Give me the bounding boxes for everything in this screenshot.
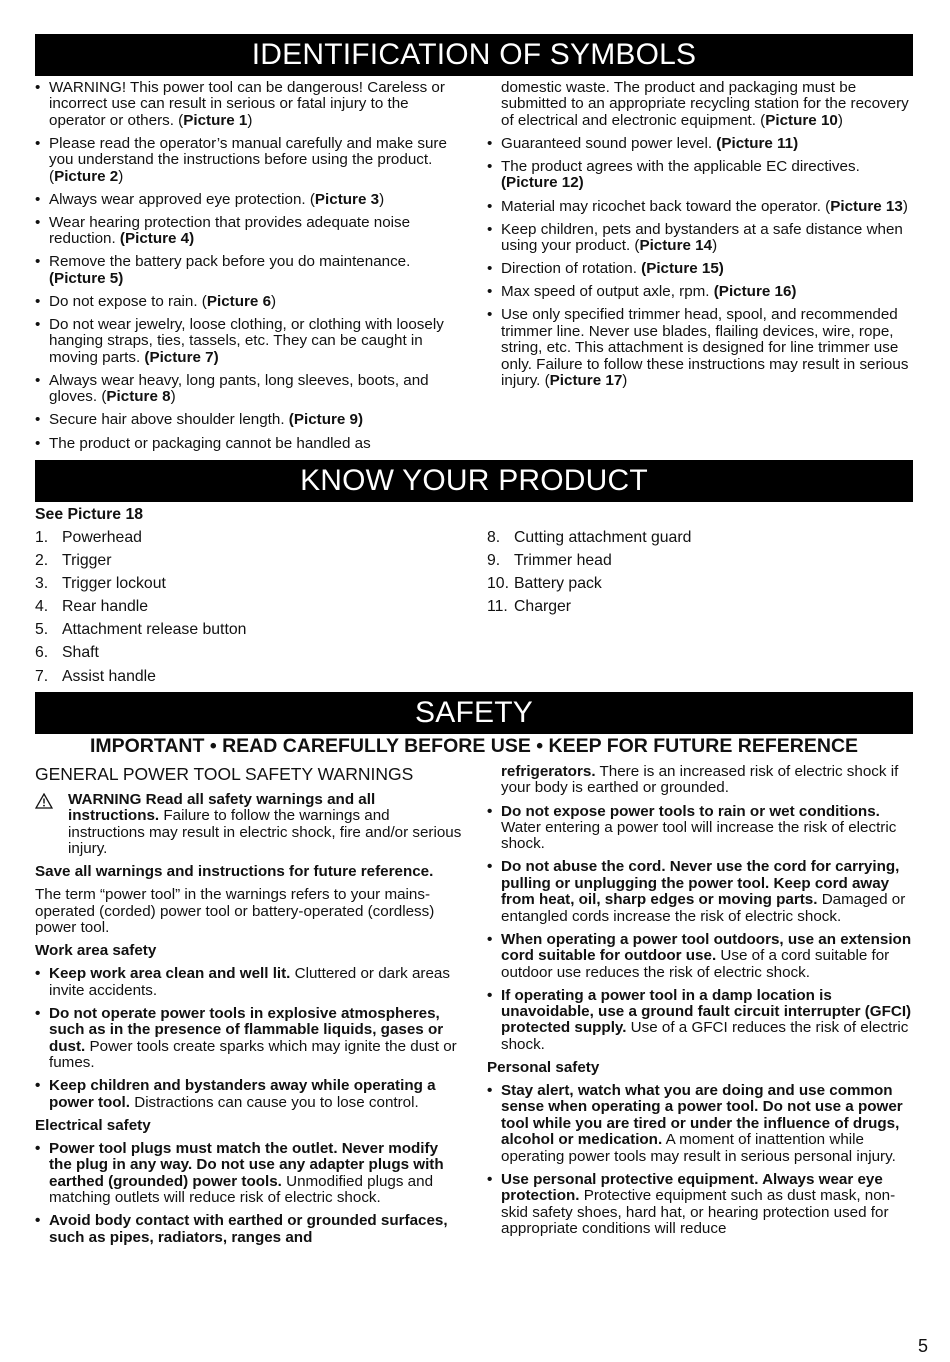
safety-list-item: • Do not abuse the cord. Never use the cord for carrying, pulling or unplugging the power tool. Keep cord away from heat, oil, sharp edges or moving parts. Damaged or entangled cords increase the risk of electric shock. <box>487 859 915 925</box>
safety-list-item: • If operating a power tool in a damp location is unavoidable, use a ground fault circuit interrupter (GFCI) protected supply. Use of a GFCI reduces the risk of electric shock. <box>487 988 915 1054</box>
symbol-list-item: • The product or packaging cannot be handled as <box>35 436 465 452</box>
safety-list-item: • Power tool plugs must match the outlet. Never modify the plug in any way. Do not use any adapter plugs with earthed (grounded) power tools. Unmodified plugs and matching outlets will reduce risk of electric shock. <box>35 1141 465 1207</box>
part-list-item: 8. Cutting attachment guard <box>487 529 692 546</box>
safety-list-item: • Avoid body contact with earthed or grounded surfaces, such as pipes, radiators, ranges and <box>35 1213 465 1246</box>
part-list-item: 1. Powerhead <box>35 529 142 546</box>
part-list-item: 4. Rear handle <box>35 598 149 616</box>
symbol-list-item: • Do not wear jewelry, loose clothing, or clothing with loosely hanging straps, ties, tassels, etc. They can be caught in moving parts. (Picture 7) <box>35 317 465 366</box>
safety-list-item: • When operating a power tool outdoors, use an extension cord suitable for outdoor use. Use of a cord suitable for outdoor use reduces the risk of electric shock. <box>487 932 915 981</box>
warning-block <box>35 792 465 858</box>
safety-list-item: • Do not expose power tools to rain or wet conditions. Water entering a power tool will increase the risk of electric shock. <box>487 804 915 853</box>
safety-list-item: • Use personal protective equipment. Always wear eye protection. Protective equipment such as dust mask, non-skid safety shoes, hard hat, or hearing protection used for appropriate conditions will reduce <box>487 1172 915 1238</box>
see-picture-label: See Picture 18 <box>35 506 144 523</box>
product-left-column <box>35 507 465 692</box>
symbol-list-item: • Always wear approved eye protection. (Picture 3) <box>35 192 465 208</box>
general-warnings-heading: GENERAL POWER TOOL SAFETY WARNINGS <box>35 764 414 784</box>
symbol-list-item: • Max speed of output axle, rpm. (Picture 16) <box>487 284 915 300</box>
part-list-item: 3. Trigger lockout <box>35 575 166 593</box>
symbol-list-item: • Remove the battery pack before you do maintenance. (Picture 5) <box>35 254 465 287</box>
symbol-list-item: • Please read the operator’s manual carefully and make sure you understand the instructions before using the product. (Picture 2) <box>35 136 465 185</box>
symbols-continued-text: domestic waste. The product and packaging must be submitted to an appropriate recycling station for the recovery of electrical and electronic equipment. (Picture 10) <box>501 79 909 129</box>
part-list-item: 2. Trigger <box>35 552 112 570</box>
symbol-list-item: • Direction of rotation. (Picture 15) <box>487 261 915 277</box>
important-notice: IMPORTANT • READ CAREFULLY BEFORE USE • KEEP FOR FUTURE REFERENCE <box>89 735 859 757</box>
symbol-list-item: • Use only specified trimmer head, spool, and recommended trimmer line. Never use blades, flailing devices, wire, rope, string, etc. This attachment is designed for line trimmer use only. Failure to follow these instructions may result in serious injury. (Picture 17) <box>487 307 915 389</box>
part-list-item: 7. Assist handle <box>35 667 156 685</box>
symbols-section-header: IDENTIFICATION OF SYMBOLS <box>35 34 913 76</box>
save-instructions: Save all warnings and instructions for future reference. <box>35 863 434 881</box>
part-list-item: 6. Shaft <box>35 644 99 662</box>
safety-right-column <box>487 764 915 1244</box>
electrical-continued-text: refrigerators. There is an increased risk of electric shock if your body is earthed or grounded. <box>501 763 899 797</box>
safety-list-item: • Keep children and bystanders away while operating a power tool. Distractions can cause you to lose control. <box>35 1078 465 1111</box>
product-section-header: KNOW YOUR PRODUCT <box>35 460 913 502</box>
symbol-list-item: • Do not expose to rain. (Picture 6) <box>35 294 465 310</box>
symbols-right-column <box>487 80 915 396</box>
symbol-list-item: • Guaranteed sound power level. (Picture 11) <box>487 136 915 152</box>
symbol-list-item: • WARNING! This power tool can be dangerous! Careless or incorrect use can result in serious or fatal injury to the operator or others. (Picture 1) <box>35 80 465 129</box>
symbol-list-item: • Keep children, pets and bystanders at a safe distance when using your product. (Picture 14) <box>487 222 915 255</box>
symbol-list-item: • Material may ricochet back toward the operator. (Picture 13) <box>487 199 915 215</box>
safety-left-column <box>35 764 465 1253</box>
warning-text: Failure to follow the warnings and instructions may result in electric shock, fire and/or serious injury. <box>68 807 462 858</box>
product-right-column <box>487 530 915 622</box>
work-area-heading: Work area safety <box>35 942 157 960</box>
symbol-list-item: • Wear hearing protection that provides adequate noise reduction. (Picture 4) <box>35 215 465 248</box>
part-list-item: 9. Trimmer head <box>487 552 612 570</box>
warning-bold-text: WARNING Read all safety warnings and all instructions. <box>68 791 376 825</box>
warning-triangle-icon <box>35 793 53 809</box>
part-list-item: 10. Battery pack <box>487 575 602 593</box>
symbol-list-item: • Secure hair above shoulder length. (Picture 9) <box>35 412 465 428</box>
safety-section-header: SAFETY <box>35 692 913 734</box>
electrical-heading: Electrical safety <box>35 1116 151 1134</box>
safety-list-item: • Do not operate power tools in explosive atmospheres, such as in the presence of flammable liquids, gases or dust. Power tools create sparks which may ignite the dust or fumes. <box>35 1006 465 1072</box>
page-number: 5 <box>917 1336 928 1356</box>
safety-list-item: • Keep work area clean and well lit. Cluttered or dark areas invite accidents. <box>35 966 465 999</box>
symbol-list-item: • The product agrees with the applicable EC directives. (Picture 12) <box>487 159 915 192</box>
part-list-item: 5. Attachment release button <box>35 621 247 639</box>
part-list-item: 11. Charger <box>487 598 572 616</box>
power-tool-term: The term “power tool” in the warnings refers to your mains-operated (corded) power tool or battery-operated (cordless) power tool. <box>35 886 435 937</box>
personal-safety-heading: Personal safety <box>487 1058 600 1076</box>
symbol-list-item: • Always wear heavy, long pants, long sleeves, boots, and gloves. (Picture 8) <box>35 373 465 406</box>
safety-list-item: • Stay alert, watch what you are doing and use common sense when operating a power tool. Do not use a power tool while you are tired or under the influence of drugs, alcohol or medication. A moment of inattention while operating power tools may result in serious personal injury. <box>487 1083 915 1165</box>
symbols-left-column <box>35 80 465 459</box>
